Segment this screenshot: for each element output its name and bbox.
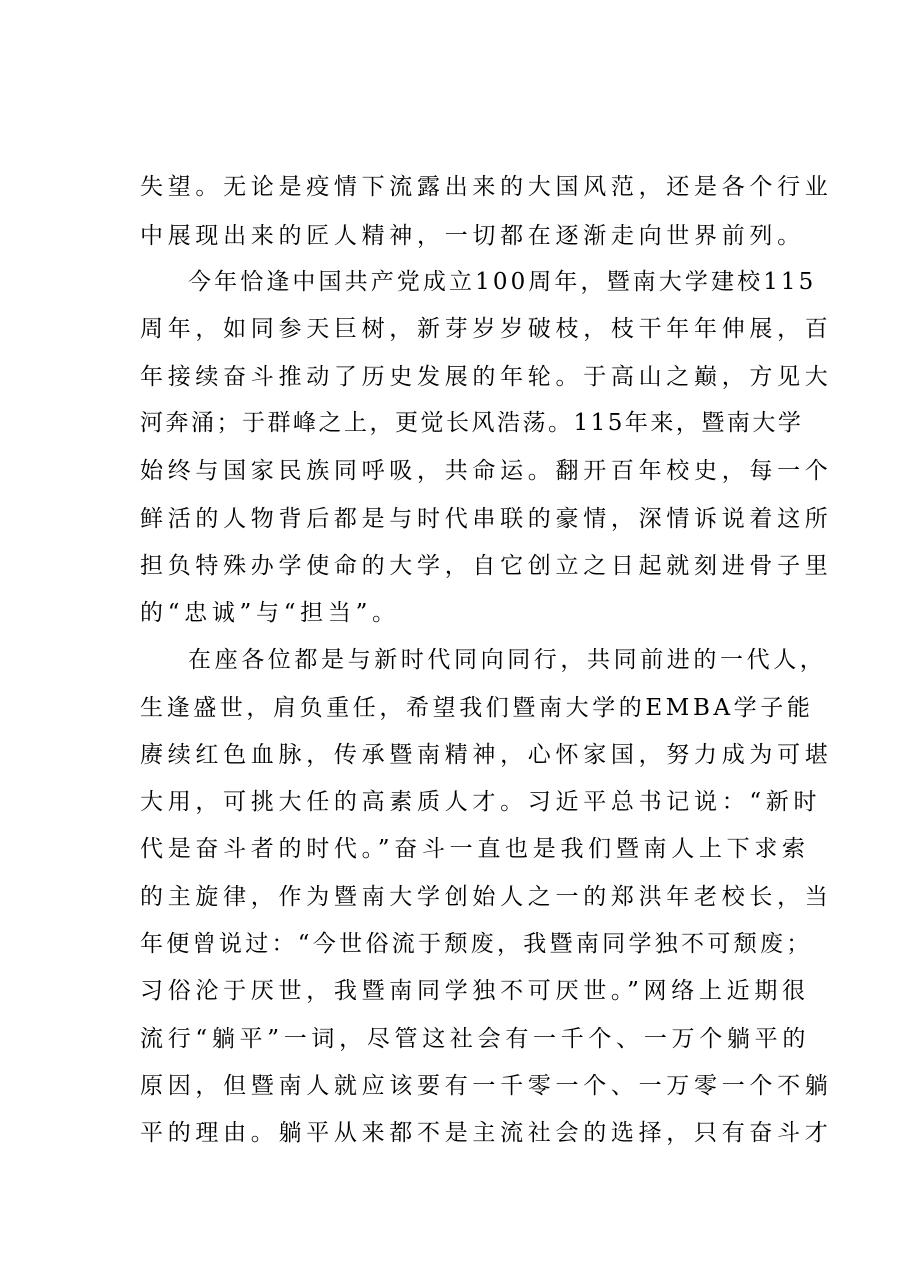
text-line-8: 鲜活的人物背后都是与时代串联的豪情，深情诉说着这所 — [140, 506, 833, 532]
text-line-2: 中展现出来的匠人精神，一切都在逐渐走向世界前列。 — [140, 223, 805, 249]
text-line-20: 原因，但暨南人就应该要有一千零一个、一万零一个不躺 — [140, 1073, 833, 1099]
paragraph-2-line-1: 今年恰逢中国共产党成立100周年，暨南大学建校115 — [188, 269, 817, 295]
text-line-6: 河奔涌；于群峰之上，更觉长风浩荡。115年来，暨南大学 — [140, 410, 804, 436]
text-line-18: 习俗沦于厌世，我暨南同学独不可厌世。”网络上近期很 — [140, 978, 810, 1004]
text-line-1: 失望。无论是疫情下流露出来的大国风范，还是各个行业 — [140, 174, 833, 200]
paragraph-3-line-1: 在座各位都是与新时代同向同行，共同前进的一代人， — [188, 647, 827, 673]
text-line-15: 代是奋斗者的时代。”奋斗一直也是我们暨南人上下求索 — [140, 836, 810, 862]
text-line-10: 的“忠诚”与“担当”。 — [140, 600, 400, 626]
text-line-5: 年接续奋斗推动了历史发展的年轮。于高山之巅，方见大 — [140, 364, 833, 390]
text-line-13: 赓续红色血脉，传承暨南精神，心怀家国，努力成为可堪 — [140, 742, 833, 768]
text-line-9: 担负特殊办学使命的大学，自它创立之日起就刻进骨子里 — [140, 553, 833, 579]
text-line-21: 平的理由。躺平从来都不是主流社会的选择，只有奋斗才 — [140, 1120, 833, 1146]
text-line-19: 流行“躺平”一词，尽管这社会有一千个、一万个躺平的 — [140, 1026, 811, 1052]
text-line-7: 始终与国家民族同呼吸，共命运。翻开百年校史，每一个 — [140, 458, 833, 484]
text-line-14: 大用，可挑大任的高素质人才。习近平总书记说：“新时 — [140, 789, 822, 815]
text-line-12: 生逢盛世，肩负重任，希望我们暨南大学的EMBA学子能 — [140, 695, 814, 721]
text-line-16: 的主旋律，作为暨南大学创始人之一的郑洪年老校长，当 — [140, 884, 833, 910]
text-line-17: 年便曾说过：“今世俗流于颓废，我暨南同学独不可颓废； — [140, 931, 813, 957]
text-line-4: 周年，如同参天巨树，新芽岁岁破枝，枝干年年伸展，百 — [140, 316, 833, 342]
